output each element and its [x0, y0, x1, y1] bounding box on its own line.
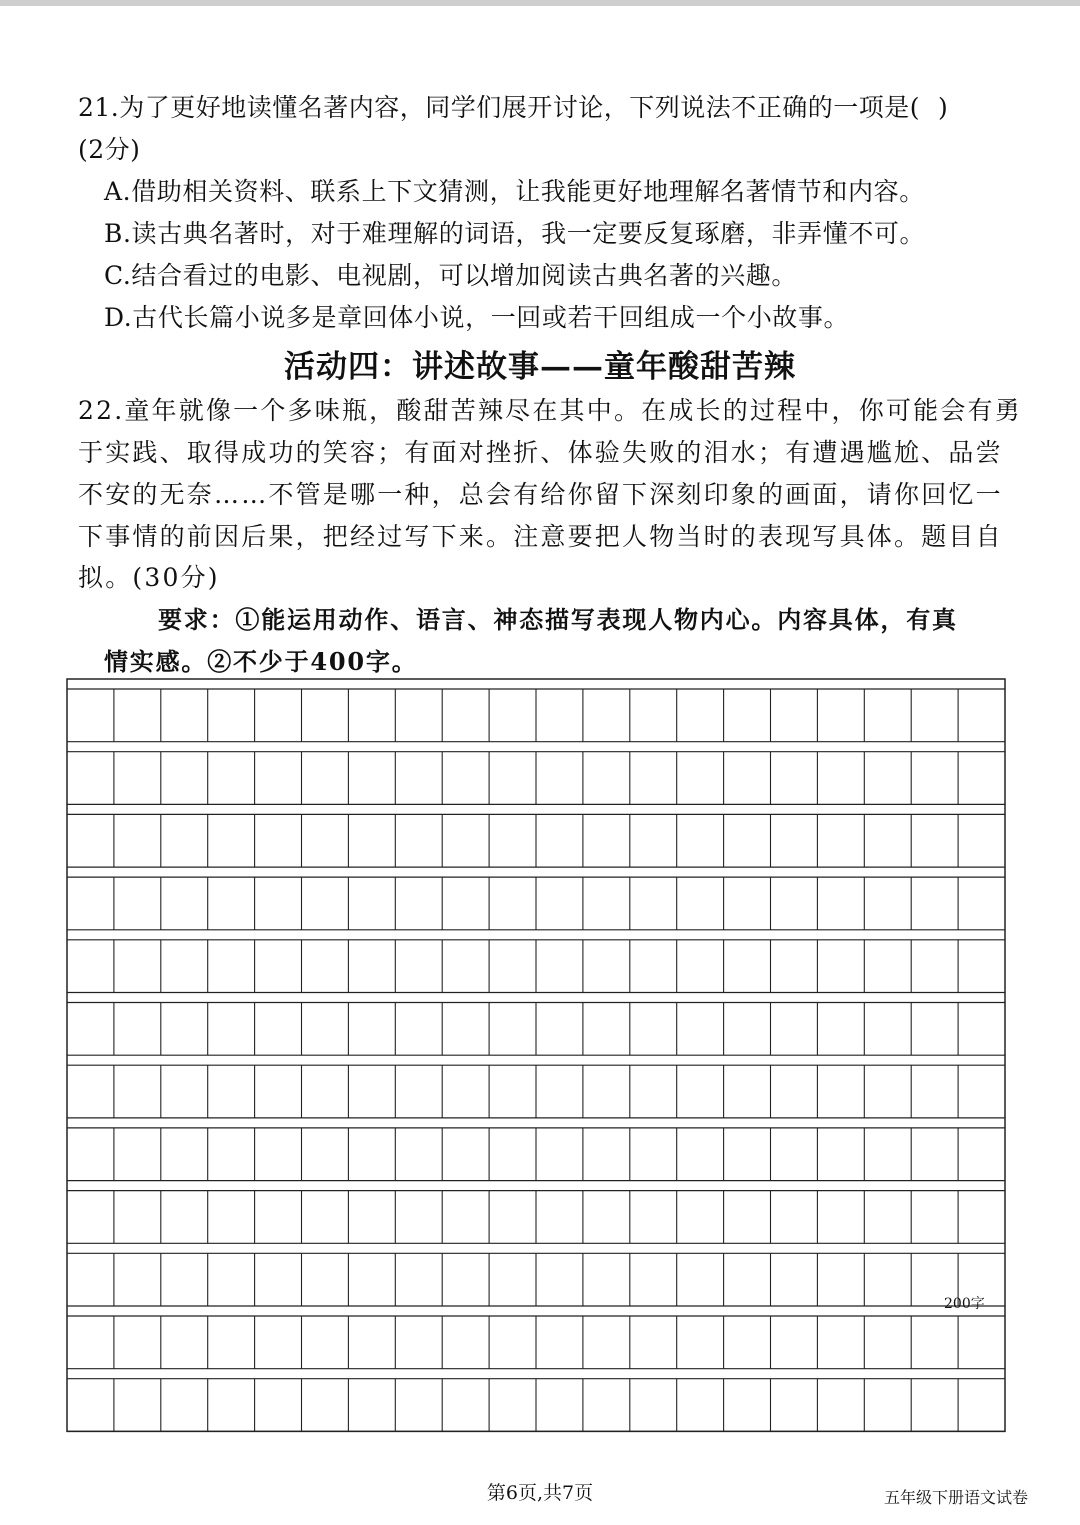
top-edge-bar — [0, 0, 1080, 6]
option-a: A.借助相关资料、联系上下文猜测，让我能更好地理解名著情节和内容。 — [104, 177, 925, 206]
question-22-line-1: 22.童年就像一个多味瓶，酸甜苦辣尽在其中。在成长的过程中，你可能会有勇 — [78, 396, 1022, 425]
section-heading: 活动四：讲述故事——童年酸甜苦辣 — [284, 349, 796, 385]
answer-blank-paren: ) — [938, 93, 949, 122]
option-b: B.读古典名著时，对于难理解的词语，我一定要反复琢磨，非弄懂不可。 — [104, 219, 926, 248]
option-d: D.古代长篇小说多是章回体小说，一回或若干回组成一个小故事。 — [104, 303, 850, 332]
word-count-marker: 200字 — [944, 1296, 985, 1312]
writing-grid[interactable] — [66, 678, 1006, 1436]
question-21-score: (2分) — [78, 135, 141, 164]
requirement-line-2: 情实感。②不少于400字。 — [104, 647, 418, 676]
question-22-line-5: 拟。(30分) — [78, 563, 220, 592]
question-22-line-4: 下事情的前因后果，把经过写下来。注意要把人物当时的表现写具体。题目自 — [78, 522, 1003, 551]
writing-grid-lines — [66, 678, 1006, 1436]
requirement-line-1: 要求：①能运用动作、语言、神态描写表现人物内心。内容具体，有真 — [158, 605, 958, 634]
question-22-line-3: 不安的无奈……不管是哪一种，总会有给你留下深刻印象的画面，请你回忆一 — [78, 480, 1003, 509]
option-c: C.结合看过的电影、电视剧，可以增加阅读古典名著的兴趣。 — [104, 261, 797, 290]
question-22-line-2: 于实践、取得成功的笑容；有面对挫折、体验失败的泪水；有遭遇尴尬、品尝 — [78, 438, 1003, 467]
page-number: 第6页,共7页 — [486, 1482, 594, 1504]
question-21-stem: 21.为了更好地读懂名著内容，同学们展开讨论，下列说法不正确的一项是( — [78, 93, 921, 122]
exam-title: 五年级下册语文试卷 — [884, 1488, 1029, 1507]
